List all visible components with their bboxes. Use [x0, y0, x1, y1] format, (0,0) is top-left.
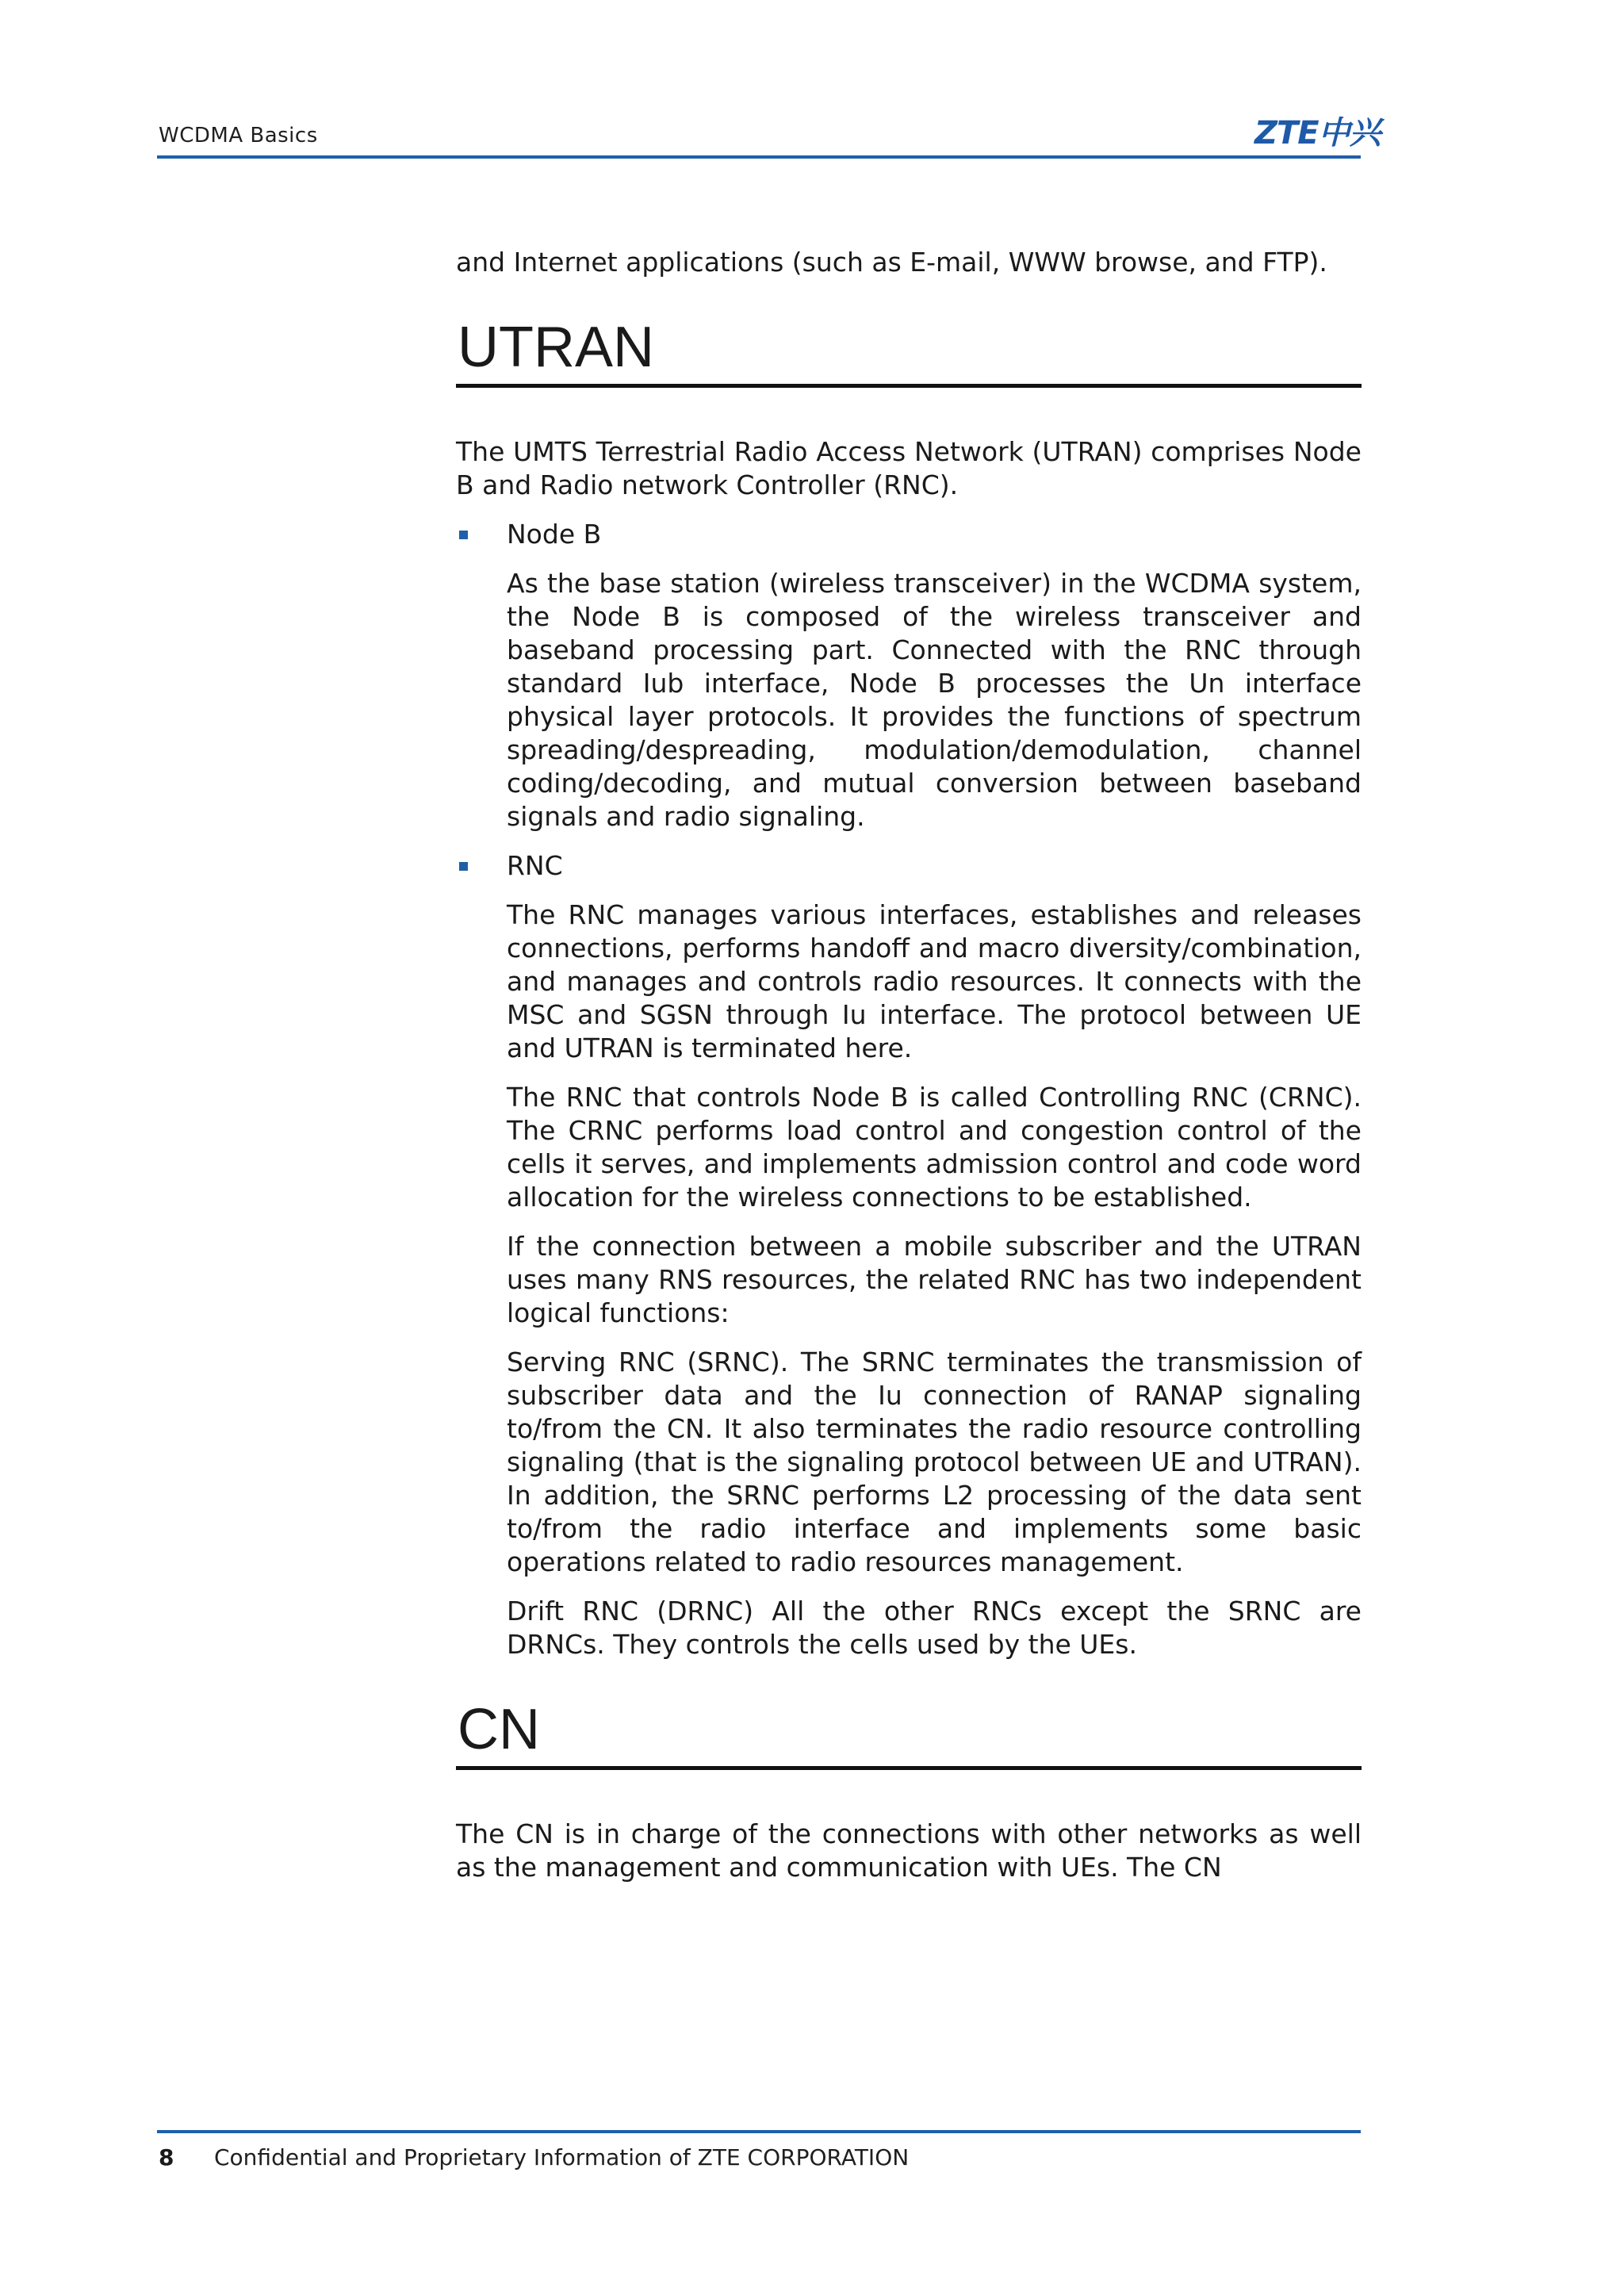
utran-intro-paragraph: The UMTS Terrestrial Radio Access Network (UTRAN) comprises Node B and Radio network Controller (RNC). — [456, 436, 1362, 500]
logo-text: ZTE中兴 — [1254, 114, 1381, 151]
zte-logo — [1254, 109, 1381, 151]
bullet-label: RNC — [507, 850, 563, 881]
document-title: WCDMA Basics — [159, 124, 318, 148]
node-b-paragraph: As the base station (wireless transceiver) in the WCDMA system, the Node B is composed of the wireless transceiver and baseband processing part. Connected with the RNC through standard Iub interface, Node B processes the Un interface physical layer protocols. It provides the functions of spectrum spreading/despreading, modulation/demodulation, channel coding/decoding, and mutual conversion between baseband signals and radio signaling. — [507, 568, 1362, 832]
footer-divider — [157, 2130, 1361, 2133]
rnc-paragraph: The RNC manages various interfaces, establishes and releases connections, performs handoff and macro diversity/combination, and manages and controls radio resources. It connects with the MSC and SGSN through Iu interface. The protocol between UE and UTRAN is terminated here. — [507, 899, 1362, 1063]
section-heading-cn: CN — [456, 1698, 1362, 1770]
rnc-paragraph: The RNC that controls Node B is called Controlling RNC (CRNC). The CRNC performs load control and congestion control of the cells it serves, and implements admission control and code word allocation for the wireless connections to be established. — [507, 1082, 1362, 1213]
section-heading-utran: UTRAN — [456, 316, 1362, 388]
bullet-rnc — [456, 849, 1362, 883]
rnc-paragraph: Drift RNC (DRNC) All the other RNCs except the SRNC are DRNCs. They controls the cells used by the UEs. — [507, 1596, 1362, 1660]
page-number: 8 — [159, 2144, 174, 2170]
rnc-paragraph: If the connection between a mobile subscriber and the UTRAN uses many RNS resources, the related RNC has two independent logical functions: — [507, 1231, 1362, 1328]
intro-tail-paragraph: and Internet applications (such as E-mail, WWW browse, and FTP). — [456, 247, 1327, 278]
page-body — [456, 246, 1362, 1900]
header-divider — [157, 155, 1361, 159]
square-bullet-icon — [459, 862, 468, 871]
cn-intro-paragraph: The CN is in charge of the connections with other networks as well as the management and communication with UEs. The CN — [456, 1818, 1362, 1883]
bullet-label: Node B — [507, 519, 602, 550]
confidentiality-notice: Confidential and Proprietary Information of ZTE CORPORATION — [214, 2144, 910, 2170]
square-bullet-icon — [459, 531, 468, 539]
rnc-paragraph: Serving RNC (SRNC). The SRNC terminates the transmission of subscriber data and the Iu connection of RANAP signaling to/from the CN. It also terminates the radio resource controlling signaling (that is the signaling protocol between UE and UTRAN). In addition, the SRNC performs L2 processing of the data sent to/from the radio interface and implements some basic operations related to radio resources management. — [507, 1347, 1362, 1577]
bullet-node-b — [456, 518, 1362, 551]
